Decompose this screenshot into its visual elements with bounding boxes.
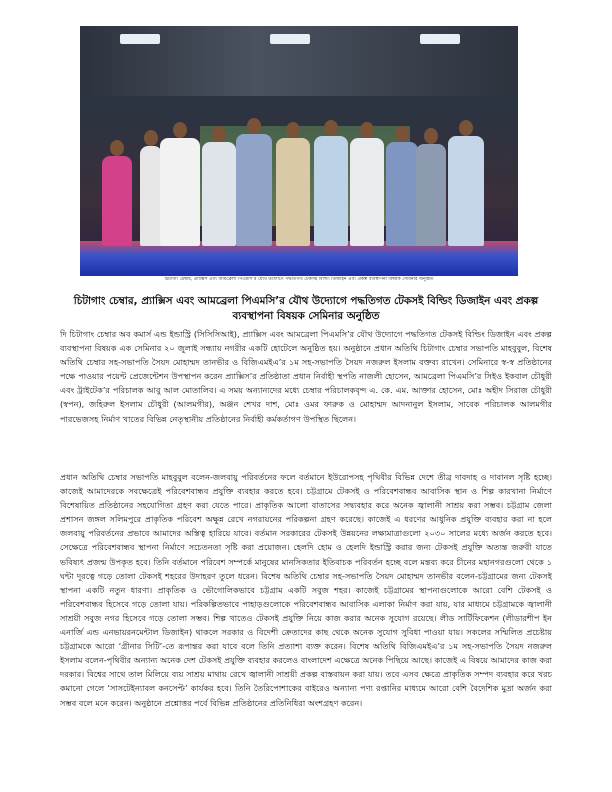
- person: [416, 144, 446, 246]
- person: [276, 138, 310, 246]
- photo-ceiling: [80, 26, 518, 96]
- person: [448, 136, 484, 246]
- article-paragraph: দি চিটাগাং চেম্বার অব কমার্স এন্ড ইন্ডাস্ট্রি (সিসিসিআই), প্র্যাক্সিস এবং আমব্রেলা পিএমসি’র যৌথ উদ্যোগে পদ্ধতিগত টেকসই বিল্ডিং ডিজাইন এবং প্রকল্প ব্যবস্থাপনা বিষয়ক এক সেমিনার ২০ জুলাই সন্ধ্যায় নগরীর একটি হোটেলে অনুষ্ঠিত হয়। অনুষ্ঠানে প্রধান অতিথি চিটাগাং চেম্বার সভাপতি মাহবুবুল, বিশেষ অতিথি চেম্বার সহ-সভাপতি সৈয়দ মোহাম্মদ তানভীর ও বিজিএমইএ’র ১ম সহ-সভাপতি সৈয়দ নজরুল ইসলাম বক্তব্য রাখেন। সেমিনারে স্ব-স্ব প্রতিষ্ঠানের পক্ষে পাওয়ার পয়েন্ট প্রেজেন্টেশন উপস্থাপন করেন প্র্যাক্সিস’র প্রতিষ্ঠাতা প্রধান নির্বাহী স্থপতি নাজলী হোসেন, আমব্রেলা পিএমসি’র সিইও ইকবাল চৌধুরী এবং ট্রাইটেক’র পরিচালক আবু আল মোতালিব। এ সময় অন্যান্যদের মধ্যে চেম্বার পরিচালকবৃন্দ এ. কে. এম. আক্তার হোসেন, মোঃ অহীদ সিরাজ চৌধুরী (স্বপন), জহিরুল ইসলাম চৌধুরী (আলমগীর), অঞ্জন শেখর দাশ, মোঃ ওমর ফারুক ও মোহাম্মদ আদনানুল ইসলাম, সাবেক পরিচালক আলমগীর পারভেজসহ নির্মাণ খাতের বিভিন্ন নেতৃস্থানীয় প্রতিষ্ঠানের নির্বাহী কর্মকর্তাগণ উপস্থিত ছিলেন।: [60, 329, 552, 424]
- person: [102, 156, 132, 246]
- ceiling-light: [120, 34, 160, 44]
- person: [140, 146, 162, 246]
- person: [350, 138, 384, 246]
- person: [314, 136, 348, 246]
- person: [386, 142, 418, 246]
- article-paragraph: প্রধান অতিথি চেম্বার সভাপতি মাহবুবুল বলেন-জলবায়ু পরিবর্তনের ফলে বর্তমানে ইউরোপসহ পৃথিবীর বিভিন্ন দেশে তীব্র দাবদাহ ও দাবানল সৃষ্টি হচ্ছে। কাজেই আমাদেরকে সবক্ষেত্রেই পরিবেশবান্ধব প্রযুক্তি ব্যবহার করতে হবে। চট্টগ্রামে টেকসই ও পরিবেশবান্ধব আবাসিক স্থান ও শিল্প কারখানা নির্মাণে বিশেষায়িত প্রতিষ্ঠানের সহযোগিতা গ্রহণ করা যেতে পারে। প্রাকৃতিক আলো বাতাসের সদ্ব্যবহার করে অনেক জ্বালানী সাশ্রয় করা সম্ভব। চট্টগ্রাম জেলা প্রশাসন জঙ্গল সলিমপুরে প্রাকৃতিক পরিবেশ অক্ষুন্ন রেখে নগরায়নের পরিকল্পনা গ্রহণ করেছে। কাজেই এ ধরণের আধুনিক প্রযুক্তি ব্যবহার করা না হলে জলবায়ু পরিবর্তনের প্রভাবে আমাদের অস্তিত্ব হারিয়ে যাবে। বর্তমান সরকারের টেকসই উন্নয়নের লক্ষ্যমাত্রাগুলো ২০৩০ সালের মধ্যে অর্জন করতে হবে। সেক্ষেত্রে পরিবেশবান্ধব স্থাপনা নির্মাণে সচেতনতা সৃষ্টি করা প্রয়োজন। হেলদি হোম ও হেলদি ইন্ডাস্ট্রি করার জন্য টেকসই প্রযুক্তি অত্যন্ত জরুরী যাতে ভবিষ্যৎ প্রজন্ম উপকৃত হবে। তিনি বর্তমানে পরিবেশ সম্পর্কে মানুষের মানসিকতার ইতিবাচক পরিবর্তন হচ্ছে বলে মন্তব্য করে চীনের মহানগরগুলো থেকে ১ ঘন্টা দূরত্বে গড়ে তোলা টেকসই শহরের উদাহরণ তুলে ধরেন। বিশেষ অতিথি চেম্বার সহ-সভাপতি সৈয়দ মোহাম্মদ তানভীর বলেন-চট্টগ্রামের জন্য টেকসই স্থাপনা একটি নতুন ধারণা। প্রাকৃতিক ও ভৌগোলিকভাবে চট্টগ্রাম একটি সবুজ শহর। কাজেই চট্টগ্রামের স্থাপনাগুলোকে আরো বেশি টেকসই ও পরিবেশবান্ধব হিসেবে গড়ে তোলা যায়। পরিকল্পিতভাবে পাহাড়গুলোকে পরিবেশবান্ধব আবাসিক এলাকা নির্মাণ করা যায়, যার মাধ্যমে চট্টগ্রামকে জ্বালানী সাশ্রয়ী সবুজ নগর হিসেবে গড়ে তোলা সম্ভব। শিল্প খাতেও টেকসই প্রযুক্তি নিয়ে কাজ করার অনেক সুযোগ রয়েছে। লীড সার্টিফিকেশন (লীডারশীপ ইন এনার্জি এন্ড এনভায়রনমেন্টাল ডিজাইন) থাকলে সরকার ও বিদেশী ক্রেতাদের কাছ থেকে অনেক সুযোগ সুবিধা পাওয়া যায়। সকলের সম্মিলিত প্রচেষ্টায় চট্টগ্রামকে আরো ‘গ্রীনার সিটি’-তে রূপান্তর করা যাবে বলে তিনি প্রত্যাশা ব্যক্ত করেন। বিশেষ অতিথি বিজিএমইএ’র ১ম সহ-সভাপতি সৈয়দ নজরুল ইসলাম বলেন-পৃথিবীর অন্যান্য অনেক দেশ টেকসই প্রযুক্তি ব্যবহার করলেও বাংলাদেশ এক্ষেত্রে অনেক পিছিয়ে আছে। কাজেই এ বিষয়ে আমাদের কাজ করা দরকার। বিশ্বের সাথে তাল মিলিয়ে ব্যয় সাশ্রয় মাথায় রেখে জ্বালানী সাশ্রয়ী প্রকল্প বাস্তবায়ন করা যায়। তবে এসব ক্ষেত্রে প্রাকৃতিক সম্পদ ব্যবহার করে খরচ কমানো গেলে ‘সাসটেইন্যাবল কনসেপ্ট’ কার্যকর হবে। তিনি তৈরিপোশাকের বাইরেও অন্যান্য পণ্য রপ্তানির মাধ্যমে আরো বেশি বৈদেশিক মুদ্রা অর্জন করা সম্ভব বলে মনে করেন। অনুষ্ঠানে প্রশ্নোত্তর পর্বে বিভিন্ন প্রতিষ্ঠানের প্রতিনিধিরা অংশগ্রহণ করেন।: [60, 472, 553, 708]
- event-photo: [80, 26, 518, 276]
- stage-floor: [80, 241, 518, 276]
- ceiling-light: [270, 34, 310, 44]
- person: [160, 138, 200, 246]
- article-headline: চিটাগাং চেম্বার, প্র্যাক্সিস এবং আমব্রেলা পিএমসি’র যৌথ উদ্যোগে পদ্ধতিগত টেকসই বিল্ডিং ডিজাইন এবং প্রকল্প ব্যবস্থাপনা বিষয়ক সেমিনার অনুষ্ঠিত: [73, 295, 539, 322]
- person: [202, 142, 236, 246]
- photo-caption: চিটাগাং চেম্বার, প্র্যাক্সিস এবং আমব্রেলা পিএমসি’র যৌথ উদ্যোগে পদ্ধতিগত টেকসই বিল্ডিং ডিজাইন এবং প্রকল্প ব্যবস্থাপনা বিষয়ক সেমিনার অনুষ্ঠিত: [164, 277, 434, 282]
- ceiling-light: [420, 34, 460, 44]
- person: [236, 134, 272, 246]
